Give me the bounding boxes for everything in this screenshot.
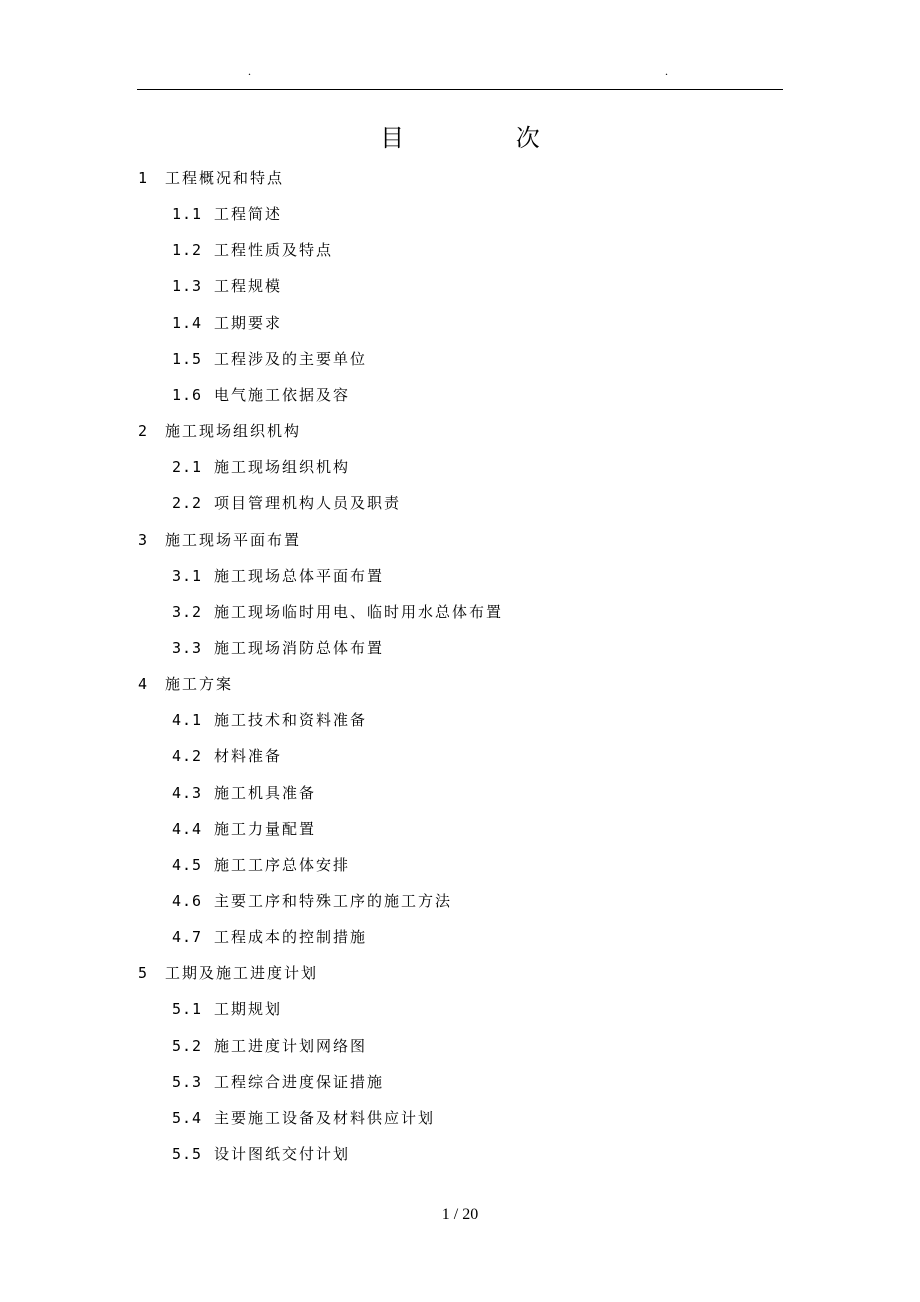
toc-entry-number: 1.5 — [172, 349, 203, 368]
toc-entry-text: 主要施工设备及材料供应计划 — [214, 1108, 436, 1127]
toc-entry-number: 2.1 — [172, 458, 203, 477]
toc-entry-text: 施工现场临时用电、临时用水总体布置 — [214, 602, 504, 621]
toc-entry-text: 施工机具准备 — [214, 783, 317, 802]
toc-entry-text: 工程性质及特点 — [214, 241, 334, 260]
toc-entry-text: 工程简述 — [214, 205, 283, 224]
page-number: 1 / 20 — [441, 1206, 479, 1223]
toc-entry-number: 5.3 — [172, 1072, 203, 1091]
toc-entry[interactable] — [172, 1100, 435, 1136]
toc-entry[interactable] — [172, 738, 282, 774]
toc-entry-number: 4.3 — [172, 783, 203, 802]
toc-entry-number: 5.1 — [172, 1000, 203, 1019]
toc-entry[interactable] — [172, 485, 401, 521]
toc-entry[interactable] — [138, 413, 301, 449]
toc-entry[interactable] — [138, 522, 301, 558]
toc-entry-text: 项目管理机构人员及职责 — [214, 494, 402, 513]
toc-entry-number: 1.4 — [172, 313, 203, 332]
header-mark-right: . — [665, 64, 668, 78]
toc-entry-text: 工程规模 — [214, 277, 283, 296]
toc-entry[interactable] — [172, 811, 316, 847]
toc-entry[interactable] — [172, 1028, 367, 1064]
toc-entry[interactable] — [138, 666, 233, 702]
toc-entry-number: 4.5 — [172, 855, 203, 874]
toc-entry[interactable] — [172, 702, 367, 738]
toc-entry[interactable] — [172, 883, 452, 919]
toc-entry-number: 5.2 — [172, 1036, 203, 1055]
toc-entry-number: 1 — [138, 169, 149, 187]
toc-entry[interactable] — [172, 196, 282, 232]
toc-entry-text: 施工现场消防总体布置 — [214, 638, 385, 657]
toc-entry-text: 施工现场组织机构 — [214, 458, 351, 477]
toc-entry[interactable] — [172, 305, 282, 341]
toc-entry[interactable] — [172, 919, 367, 955]
toc-entry-text: 工程综合进度保证措施 — [214, 1072, 385, 1091]
toc-entry-number: 3.2 — [172, 602, 203, 621]
toc-entry-text: 主要工序和特殊工序的施工方法 — [214, 892, 453, 910]
toc-entry-text: 施工现场平面布置 — [165, 530, 302, 549]
toc-entry-text: 设计图纸交付计划 — [214, 1145, 351, 1164]
toc-entry-text: 材料准备 — [214, 747, 283, 766]
toc-entry-text: 施工现场总体平面布置 — [214, 566, 385, 585]
toc-entry[interactable] — [172, 1064, 384, 1100]
toc-entry[interactable] — [138, 160, 284, 196]
toc-entry-text: 工程涉及的主要单位 — [214, 349, 368, 368]
toc-entry[interactable] — [172, 630, 384, 666]
toc-entry-text: 施工技术和资料准备 — [214, 711, 368, 730]
toc-entry-number: 1.3 — [172, 277, 203, 296]
toc-entry-number: 4.4 — [172, 819, 203, 838]
toc-entry-text: 施工现场组织机构 — [165, 422, 302, 441]
toc-entry-number: 1.1 — [172, 205, 203, 224]
toc-entry[interactable] — [172, 232, 333, 268]
toc-entry[interactable] — [172, 991, 282, 1027]
toc-entry-text: 施工进度计划网络图 — [214, 1036, 368, 1055]
toc-entry[interactable] — [138, 955, 318, 991]
toc-entry-number: 4 — [138, 675, 149, 694]
toc-entry[interactable] — [172, 594, 503, 630]
toc-entry-number: 4.6 — [172, 892, 203, 910]
toc-entry[interactable] — [172, 341, 367, 377]
toc-entry-number: 4.7 — [172, 928, 203, 947]
toc-entry-text: 工期规划 — [214, 1000, 283, 1019]
toc-entry-text: 施工工序总体安排 — [214, 855, 351, 874]
toc-entry[interactable] — [172, 775, 316, 811]
toc-entry-number: 3 — [138, 530, 149, 549]
toc-entry[interactable] — [172, 1136, 350, 1172]
toc-entry-number: 3.1 — [172, 566, 203, 585]
toc-entry-text: 工程成本的控制措施 — [214, 928, 368, 947]
toc-entry-number: 5.5 — [172, 1145, 203, 1164]
toc-entry[interactable] — [172, 449, 350, 485]
toc-entry[interactable] — [172, 268, 282, 304]
toc-entry-number: 4.2 — [172, 747, 203, 766]
toc-entry[interactable] — [172, 847, 350, 883]
toc-entry-number: 4.1 — [172, 711, 203, 730]
toc-entry[interactable] — [172, 377, 350, 413]
toc-entry-number: 5.4 — [172, 1108, 203, 1127]
toc-entry-text: 工期要求 — [214, 313, 283, 332]
toc-entry-text: 施工方案 — [165, 675, 234, 694]
toc-entry-text: 工期及施工进度计划 — [165, 964, 319, 983]
toc-entry-number: 5 — [138, 964, 149, 983]
header-mark-left: . — [248, 64, 251, 78]
toc-entry-number: 1.2 — [172, 241, 203, 260]
toc-entry-text: 电气施工依据及容 — [214, 385, 351, 404]
toc-entry[interactable] — [172, 558, 384, 594]
toc-entry-number: 1.6 — [172, 385, 203, 404]
page-title: 目 次 — [380, 124, 592, 152]
header-rule — [137, 89, 783, 90]
toc-entry-number: 2.2 — [172, 494, 203, 513]
toc-entry-text: 施工力量配置 — [214, 819, 317, 838]
toc-entry-text: 工程概况和特点 — [165, 169, 285, 187]
toc-entry-number: 2 — [138, 422, 149, 441]
toc-entry-number: 3.3 — [172, 638, 203, 657]
